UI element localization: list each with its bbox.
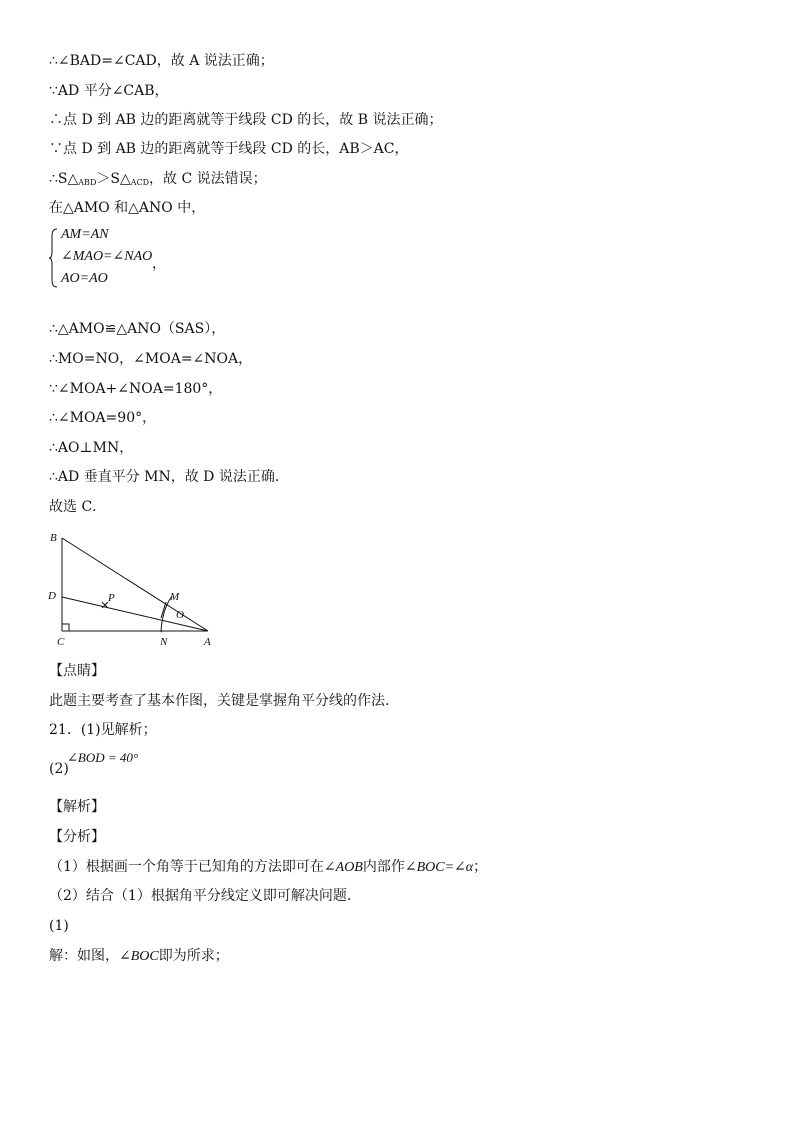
text-line: 在△AMO 和△ANO 中， [49, 200, 206, 216]
equation-system [49, 226, 189, 292]
left-brace-icon [49, 228, 59, 288]
label-a: A [204, 636, 211, 648]
question-21-answer: 21．(1)见解析； [49, 722, 157, 738]
text-line: ∴点 D 到 AB 边的距离就等于线段 CD 的长，故 B 说法正确； [49, 112, 443, 128]
triangle-symbol: △ [67, 171, 79, 187]
text-line: ∵AD 平分∠CAB， [49, 83, 169, 99]
label-m: M [170, 591, 180, 603]
segment-da [62, 597, 208, 631]
right-angle-mark [62, 624, 69, 631]
text-line: 故选 C． [49, 499, 107, 515]
text-line: ∵点 D 到 AB 边的距离就等于线段 CD 的长，AB＞AC， [49, 141, 409, 157]
label-n: N [160, 636, 168, 648]
text-line: ∵∠MOA+∠NOA=180°， [49, 381, 223, 397]
section-heading-fenxi: 【分析】 [49, 829, 105, 845]
analysis-step-1: （1）根据画一个角等于已知角的方法即可在∠AOB内部作∠BOC=∠α； [49, 859, 488, 875]
text-line: 此题主要考查了基本作图，关键是掌握角平分线的作法. [49, 693, 390, 709]
area-comparison-line: $\therefore S\triangle_{ABD}>S\triangle_{ACD}$，故 C 说法错误； [49, 171, 267, 187]
label-p: P [108, 592, 115, 604]
system-row: AM=AN [61, 227, 109, 242]
triangle-symbol: △ [119, 171, 131, 187]
section-heading-jiexi: 【解析】 [49, 799, 105, 815]
part-2-formula: ∠BOD = 40° [67, 750, 139, 765]
system-comma: ， [152, 257, 166, 272]
analysis-step-2: （2）结合（1）根据角平分线定义即可解决问题. [49, 888, 352, 904]
label-c: C [57, 636, 65, 648]
part-2-label: (2) [49, 761, 69, 777]
text-line: ∴∠BAD=∠CAD，故 A 说法正确； [49, 53, 274, 69]
section-heading-dianjing: 【点睛】 [49, 663, 105, 679]
part-1-label: (1) [49, 918, 69, 934]
system-row: AO=AO [61, 271, 108, 286]
geometry-figure [45, 528, 215, 653]
text-line: ∴AO⊥MN， [49, 440, 134, 456]
text-line: ∴AD 垂直平分 MN，故 D 说法正确． [49, 469, 289, 485]
text-line: ∴∠MOA=90°， [49, 410, 157, 426]
text-line: ∴MO=NO，∠MOA=∠NOA， [49, 351, 253, 367]
solution-line: 解：如图，∠BOC即为所求； [49, 948, 229, 964]
segment-ba [62, 538, 208, 631]
text-line: ∴△AMO≌△ANO（SAS）， [49, 321, 226, 337]
label-d: D [48, 590, 56, 602]
label-o: O [176, 609, 184, 621]
system-row: ∠MAO=∠NAO [61, 249, 153, 264]
label-b: B [50, 532, 57, 544]
